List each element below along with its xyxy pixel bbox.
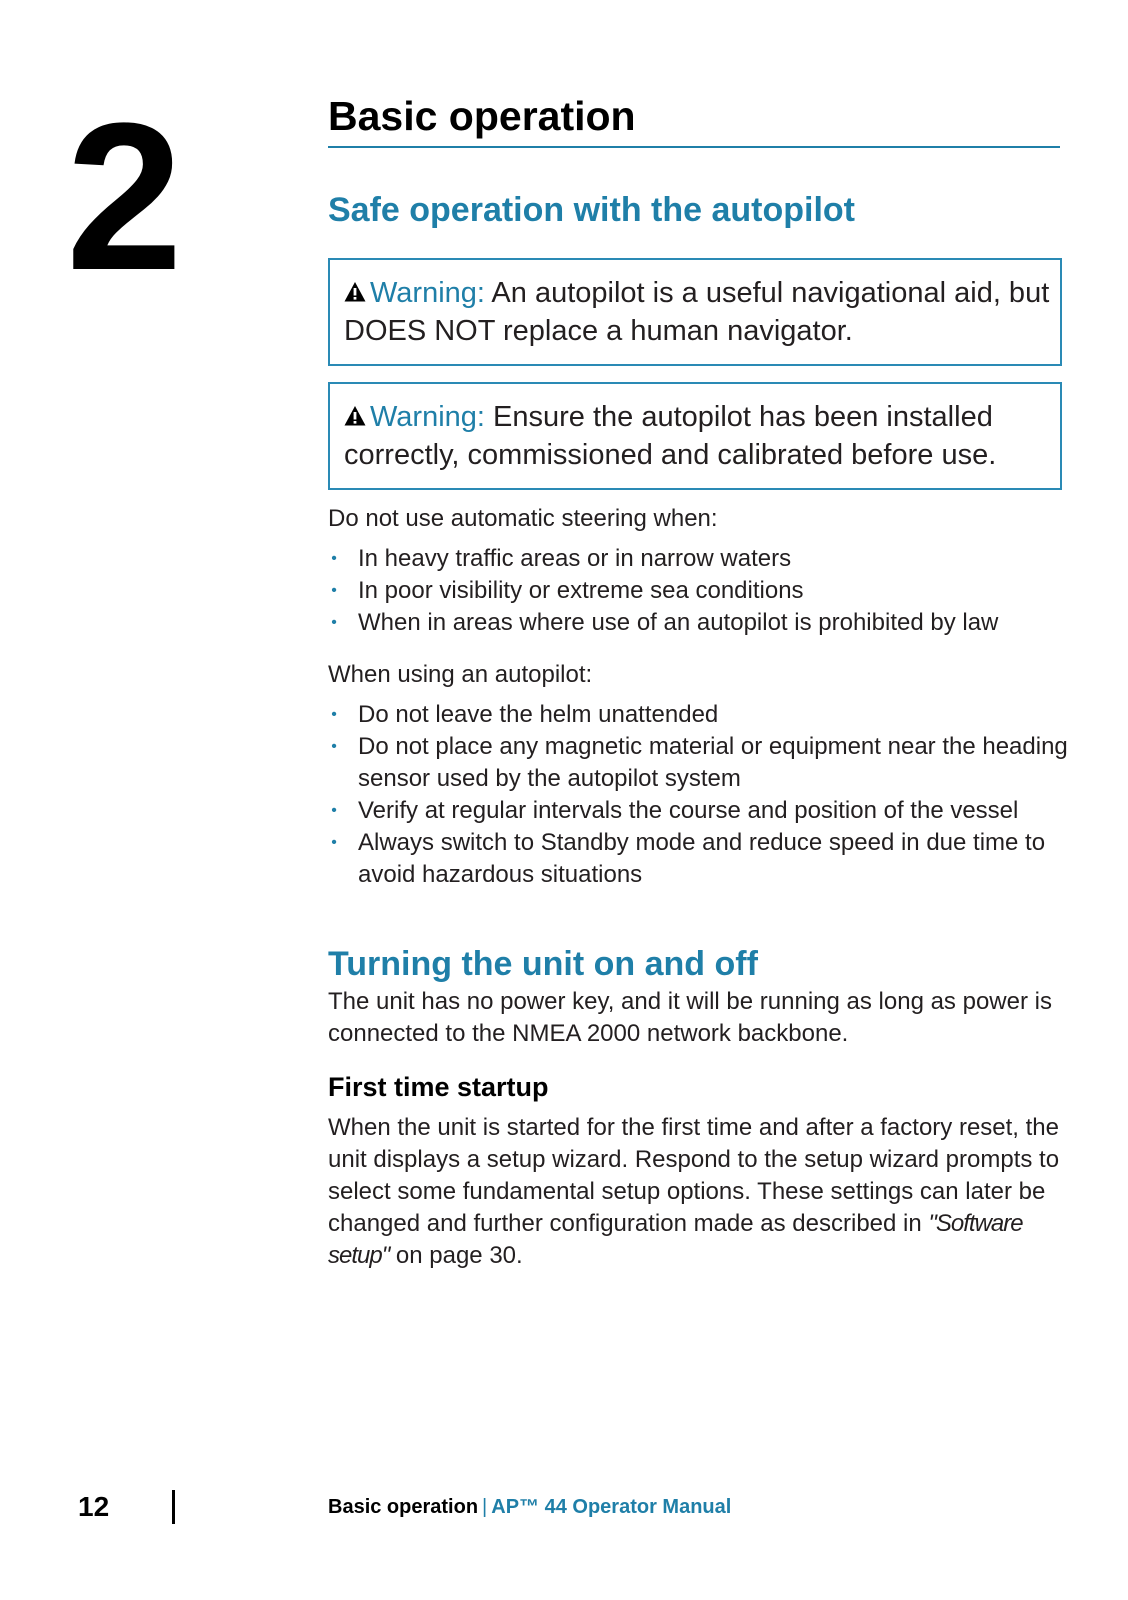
warning-text: Ensure the autopilot has been installed correctly, commissioned and calibrated before use. [344,401,997,471]
bullet-icon: • [331,738,337,755]
bullet-icon: • [331,582,337,599]
section-title-turning-on-off: Turning the unit on and off [328,945,758,983]
footer-divider [172,1490,175,1524]
power-paragraph: The unit has no power key, and it will be running as long as power is connected to the NMEA 2000 network backbone. [328,988,1052,1047]
first-startup-paragraph: When the unit is started for the first time and after a factory reset, the unit displays a setup wizard. Respond to the setup wizard prompts to select some fundamental setup options. These settings can later be changed and further configuration made as described in "Software setup" on page 30. [328,1114,1060,1269]
no-auto-steering-intro: Do not use automatic steering when: [328,505,718,532]
footer-manual-title: AP™ 44 Operator Manual [491,1496,732,1518]
list-item: • In heavy traffic areas or in narrow waters [328,543,1068,575]
bullet-icon: • [331,614,337,631]
warning-triangle-icon [344,405,366,427]
warning-box [328,382,1062,490]
using-autopilot-list [328,699,1068,891]
footer-separator: | [482,1496,488,1518]
list-item: • In poor visibility or extreme sea conditions [328,575,1068,607]
bullet-icon: • [331,802,337,819]
warning-box [328,258,1062,366]
footer-section-name: Basic operation [328,1496,479,1518]
warning-text: An autopilot is a useful navigational aid, but DOES NOT replace a human navigator. [344,277,1050,347]
warning-label: Warning: [370,277,485,309]
bullet-icon: • [331,706,337,723]
chapter-number: 2 [66,79,179,314]
list-item: • When in areas where use of an autopilot is prohibited by law [328,607,1068,639]
chapter-title: Basic operation [328,92,1060,148]
bullet-icon: • [331,834,337,851]
no-auto-steering-list [328,543,1068,639]
subsection-title-first-startup: First time startup [328,1072,549,1102]
bullet-icon: • [331,550,337,567]
software-setup-link[interactable]: "Software setup" [328,1210,1023,1269]
footer-running-head [328,1494,731,1520]
page-number: 12 [78,1491,110,1522]
list-item: • Verify at regular intervals the course and position of the vessel [328,795,1068,827]
warning-label: Warning: [370,401,485,433]
warning-triangle-icon [344,281,366,303]
section-title-safe-operation: Safe operation with the autopilot [328,191,855,229]
list-item: • Do not leave the helm unattended [328,699,1068,731]
using-autopilot-intro: When using an autopilot: [328,661,593,688]
list-item: • Do not place any magnetic material or equipment near the heading sensor used by the autopilot system [328,731,1068,795]
list-item: • Always switch to Standby mode and reduce speed in due time to avoid hazardous situations [328,827,1068,891]
